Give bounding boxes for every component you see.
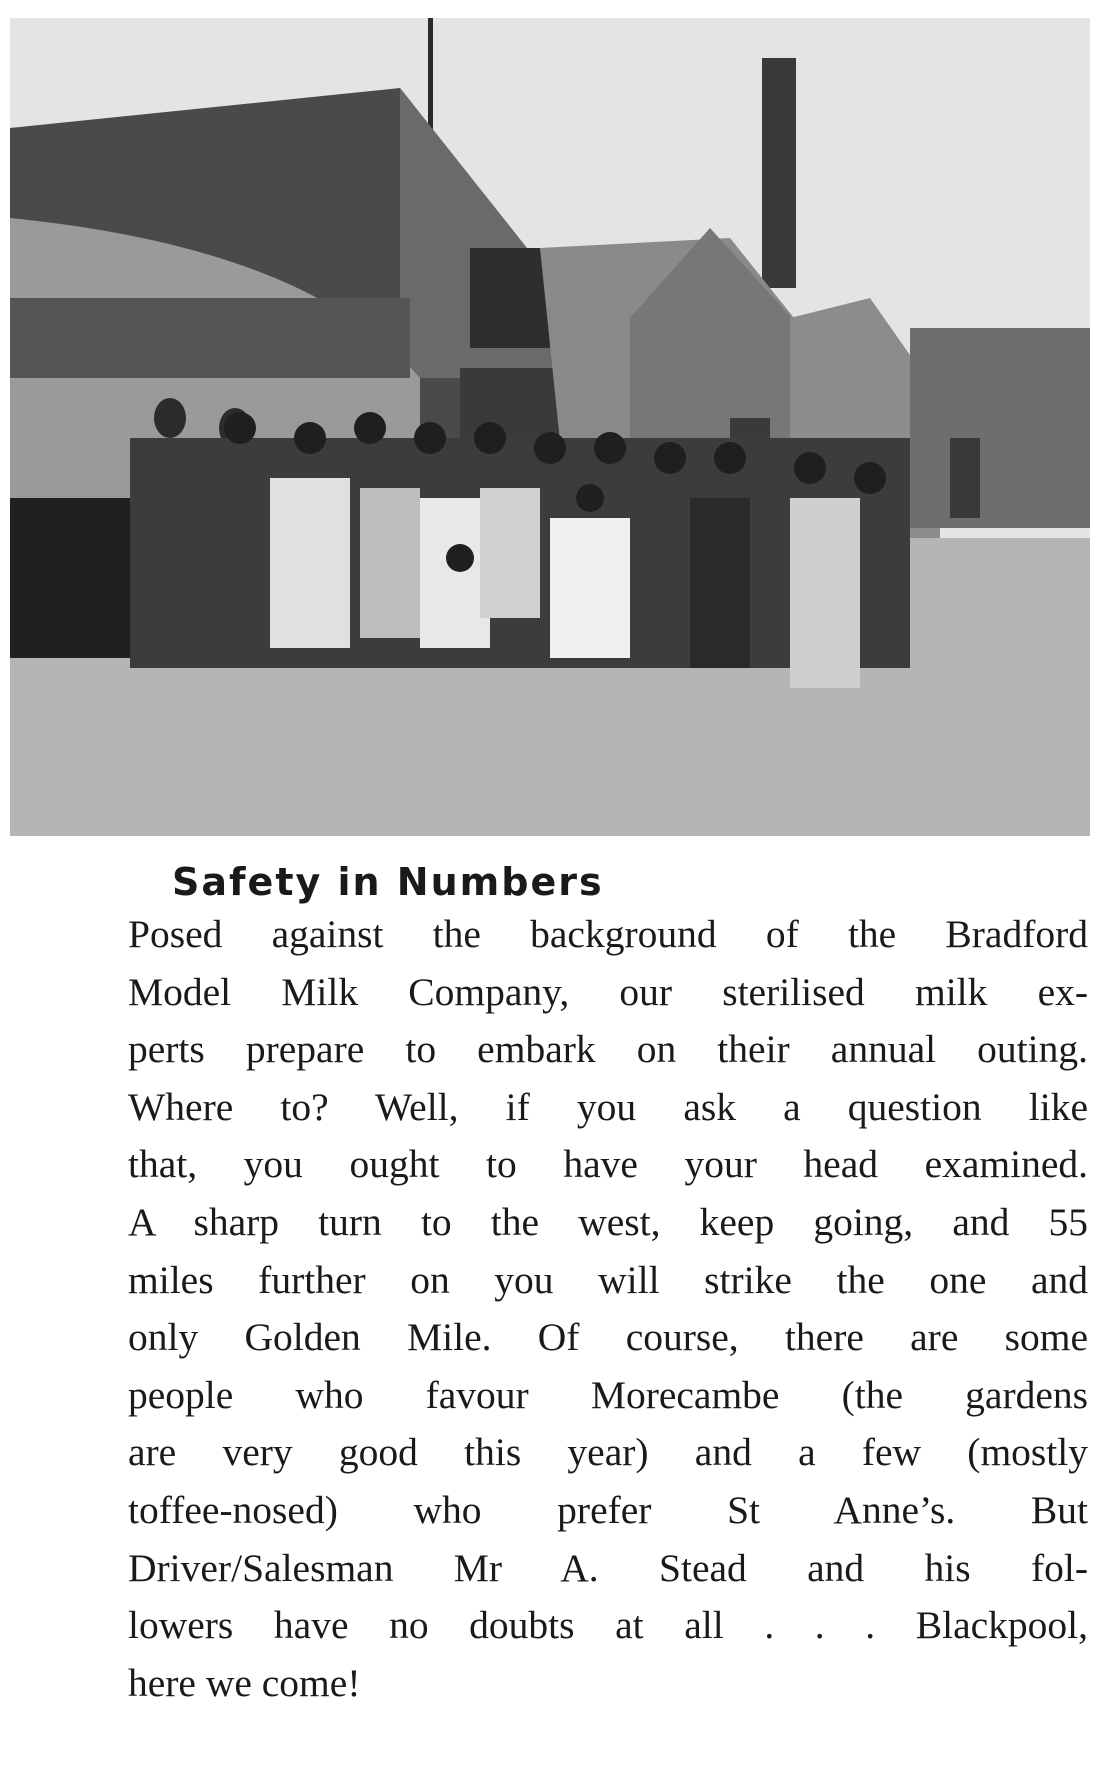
article-line: are very good this year) and a few (mostly xyxy=(128,1430,1088,1475)
group-photo-icon xyxy=(10,18,1090,836)
article-line: miles further on you will strike the one and xyxy=(128,1257,1088,1302)
article-line: Posed against the background of the Bradford xyxy=(128,912,1088,956)
article-headline: Safety in Numbers xyxy=(172,860,604,904)
article-line: Driver/Salesman Mr A. Stead and his fol- xyxy=(128,1545,1088,1590)
article-caption xyxy=(128,858,1088,1712)
article-line: A sharp turn to the west, keep going, and 55 xyxy=(128,1199,1088,1244)
article-line: only Golden Mile. Of course, there are some xyxy=(128,1315,1088,1360)
article-line: here we come! xyxy=(128,1660,361,1705)
article-line: people who favour Morecambe (the gardens xyxy=(128,1372,1088,1417)
article-line: toffee-nosed) who prefer St Anne’s. But xyxy=(128,1487,1088,1532)
group-photo xyxy=(10,18,1090,836)
article-line: lowers have no doubts at all . . . Blackpool, xyxy=(128,1603,1088,1648)
article-body xyxy=(128,906,1088,1712)
article-line: Model Milk Company, our sterilised milk ex- xyxy=(128,969,1088,1014)
article-line: that, you ought to have your head examined. xyxy=(128,1142,1088,1187)
article-line: Where to? Well, if you ask a question like xyxy=(128,1084,1088,1129)
article-line: perts prepare to embark on their annual outing. xyxy=(128,1027,1088,1072)
